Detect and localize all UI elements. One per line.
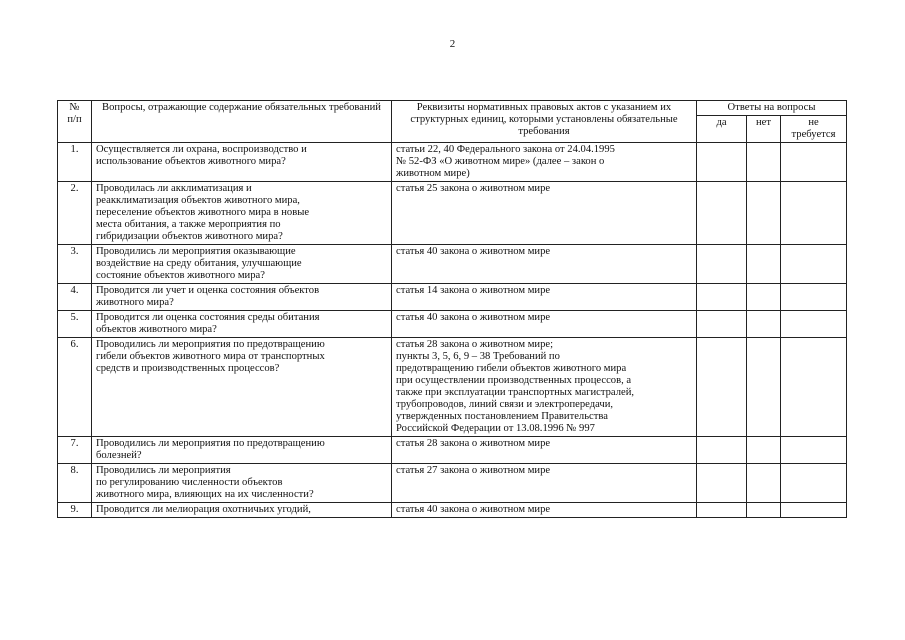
answer-yes-cell[interactable] <box>697 311 747 338</box>
answer-no-cell[interactable] <box>747 464 781 503</box>
table-row <box>58 245 847 284</box>
answer-no-cell[interactable] <box>747 143 781 182</box>
table-row <box>58 437 847 464</box>
answer-no-cell[interactable] <box>747 503 781 518</box>
answer-not-required-cell[interactable] <box>781 503 847 518</box>
header-number: № п/п <box>58 101 92 143</box>
row-question: Проводились ли мероприятия по предотвращению гибели объектов животного мира от транспортных средств и производственных процессов? <box>92 338 392 437</box>
table-header-row <box>58 101 847 116</box>
answer-no-cell[interactable] <box>747 437 781 464</box>
answer-no-cell[interactable] <box>747 245 781 284</box>
requirements-checklist-table <box>57 100 847 518</box>
table-row <box>58 311 847 338</box>
row-question: Проводились ли мероприятия оказывающие воздействие на среду обитания, улучшающие состояние объектов животного мира? <box>92 245 392 284</box>
row-requisites: статья 25 закона о животном мире <box>392 182 697 245</box>
row-requisites: статья 14 закона о животном мире <box>392 284 697 311</box>
answer-yes-cell[interactable] <box>697 338 747 437</box>
row-number: 9. <box>58 503 92 518</box>
answer-no-cell[interactable] <box>747 338 781 437</box>
row-number: 2. <box>58 182 92 245</box>
row-number: 6. <box>58 338 92 437</box>
row-requisites: статья 40 закона о животном мире <box>392 311 697 338</box>
answer-not-required-cell[interactable] <box>781 284 847 311</box>
answer-yes-cell[interactable] <box>697 182 747 245</box>
table-row <box>58 338 847 437</box>
answer-yes-cell[interactable] <box>697 437 747 464</box>
table-row <box>58 464 847 503</box>
answer-yes-cell[interactable] <box>697 464 747 503</box>
row-requisites: статья 40 закона о животном мире <box>392 245 697 284</box>
row-question: Проводится ли учет и оценка состояния объектов животного мира? <box>92 284 392 311</box>
answer-yes-cell[interactable] <box>697 143 747 182</box>
answer-not-required-cell[interactable] <box>781 311 847 338</box>
row-requisites: статья 40 закона о животном мире <box>392 503 697 518</box>
row-number: 5. <box>58 311 92 338</box>
answer-not-required-cell[interactable] <box>781 464 847 503</box>
row-requisites: статьи 22, 40 Федерального закона от 24.04.1995 № 52-ФЗ «О животном мире» (далее – закон о животном мире) <box>392 143 697 182</box>
table-row <box>58 503 847 518</box>
table-body <box>58 143 847 518</box>
table-row <box>58 284 847 311</box>
row-requisites: статья 27 закона о животном мире <box>392 464 697 503</box>
answer-no-cell[interactable] <box>747 284 781 311</box>
row-number: 7. <box>58 437 92 464</box>
header-yes: да <box>697 116 747 143</box>
row-question: Осуществляется ли охрана, воспроизводство и использование объектов животного мира? <box>92 143 392 182</box>
row-number: 1. <box>58 143 92 182</box>
answer-yes-cell[interactable] <box>697 503 747 518</box>
table-row <box>58 182 847 245</box>
header-question: Вопросы, отражающие содержание обязательных требований <box>92 101 392 143</box>
answer-not-required-cell[interactable] <box>781 143 847 182</box>
row-number: 3. <box>58 245 92 284</box>
answer-not-required-cell[interactable] <box>781 437 847 464</box>
row-requisites: статья 28 закона о животном мире <box>392 437 697 464</box>
row-number: 8. <box>58 464 92 503</box>
answer-yes-cell[interactable] <box>697 284 747 311</box>
answer-not-required-cell[interactable] <box>781 245 847 284</box>
row-question: Проводилась ли акклиматизация и реакклиматизация объектов животного мира, переселение объектов животного мира в новые места обитания, а также мероприятия по гибридизации объектов животного мира? <box>92 182 392 245</box>
page-number: 2 <box>449 38 456 50</box>
header-not-required: не требуется <box>781 116 847 143</box>
row-question: Проводились ли мероприятия по предотвращению болезней? <box>92 437 392 464</box>
row-number: 4. <box>58 284 92 311</box>
header-no: нет <box>747 116 781 143</box>
row-question: Проводится ли оценка состояния среды обитания объектов животного мира? <box>92 311 392 338</box>
answer-no-cell[interactable] <box>747 182 781 245</box>
answer-not-required-cell[interactable] <box>781 182 847 245</box>
row-requisites: статья 28 закона о животном мире; пункты 3, 5, 6, 9 – 38 Требований по предотвращению гибели объектов животного мира при осуществлении производственных процессов, а также при эксплуатации транспортных магистралей, трубопроводов, линий связи и электропередачи, утвержденных постановлением Правительства Российской Федерации от 13.08.1996 № 997 <box>392 338 697 437</box>
row-question: Проводится ли мелиорация охотничьих угодий, <box>92 503 392 518</box>
table-row <box>58 143 847 182</box>
header-requisites: Реквизиты нормативных правовых актов с указанием их структурных единиц, которыми установлены обязательные требования <box>392 101 697 143</box>
header-answers: Ответы на вопросы <box>697 101 847 116</box>
row-question: Проводились ли мероприятия по регулированию численности объектов животного мира, влияющих на их численности? <box>92 464 392 503</box>
answer-no-cell[interactable] <box>747 311 781 338</box>
answer-yes-cell[interactable] <box>697 245 747 284</box>
answer-not-required-cell[interactable] <box>781 338 847 437</box>
